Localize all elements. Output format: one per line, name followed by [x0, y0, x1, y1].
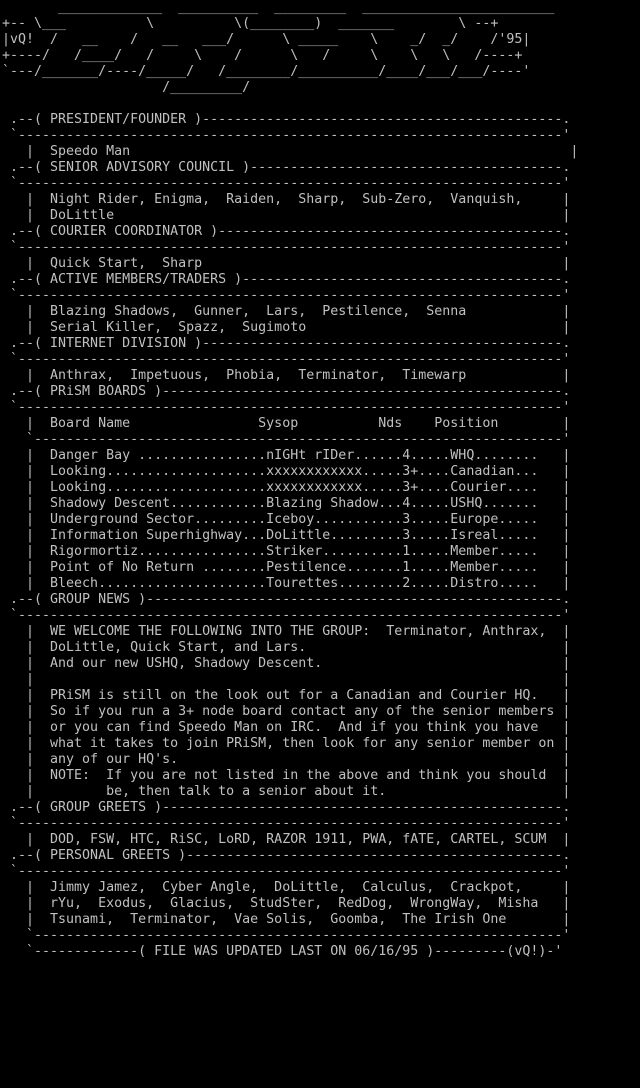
text-line: `--------------------------------------------------------------------' — [2, 608, 571, 623]
text-line: .--( PERSONAL GREETS )-----------------------------------------------. — [2, 848, 571, 863]
text-line: .--( PRESIDENT/FOUNDER )---------------------------------------------. — [2, 112, 571, 127]
text-line: `---/_______/----/_____/ /________/__________/____/___/___/----' — [2, 64, 531, 79]
text-line: | And our new USHQ, Shadowy Descent. | — [2, 656, 571, 671]
text-line: | WE WELCOME THE FOLLOWING INTO THE GROUP: Terminator, Anthrax, | — [2, 624, 571, 639]
text-line: `--------------------------------------------------------------------' — [2, 864, 571, 879]
text-line: .--( GROUP NEWS )----------------------------------------------------. — [2, 592, 571, 607]
text-line: | Tsunami, Terminator, Vae Solis, Goomba, The Irish One | — [2, 912, 571, 927]
text-line: /_________/ — [2, 80, 251, 95]
text-line: | DoLittle | — [2, 208, 571, 223]
text-line: | Looking....................xxxxxxxxxxxx.....3+....Canadian... | — [2, 464, 571, 479]
text-line: | Rigormortiz................Striker..........1.....Member..... | — [2, 544, 571, 559]
text-line: | or you can find Speedo Man on IRC. And if you think you have | — [2, 720, 571, 735]
text-line: `--------------------------------------------------------------------' — [2, 288, 571, 303]
text-line: | PRiSM is still on the look out for a Canadian and Courier HQ. | — [2, 688, 571, 703]
text-line: `--------------------------------------------------------------------' — [2, 240, 571, 255]
text-line: | Bleech.....................Tourettes........2.....Distro..... | — [2, 576, 571, 591]
text-line: | Jimmy Jamez, Cyber Angle, DoLittle, Calculus, Crackpot, | — [2, 880, 571, 895]
text-line: `--------------------------------------------------------------------' — [2, 128, 571, 143]
text-line: | any of our HQ's. | — [2, 752, 571, 767]
text-line: | Night Rider, Enigma, Raiden, Sharp, Sub-Zero, Vanquish, | — [2, 192, 571, 207]
text-line: | rYu, Exodus, Glacius, StudSter, RedDog, WrongWay, Misha | — [2, 896, 571, 911]
text-line: `--------------------------------------------------------------------' — [2, 352, 571, 367]
text-line: .--( PRiSM BOARDS )--------------------------------------------------. — [2, 384, 571, 399]
text-line: | Shadowy Descent............Blazing Shadow...4.....USHQ....... | — [2, 496, 571, 511]
text-line: `--------------------------------------------------------------------' — [2, 176, 571, 191]
text-line: | Danger Bay ................nIGHt rIDer......4.....WHQ........ | — [2, 448, 571, 463]
text-line: +-- \___ \ \(________) _______ \ --+ — [2, 16, 499, 31]
text-line: | DOD, FSW, HTC, RiSC, LoRD, RAZOR 1911, PWA, fATE, CARTEL, SCUM | — [2, 832, 571, 847]
text-line: | Blazing Shadows, Gunner, Lars, Pestilence, Senna | — [2, 304, 571, 319]
text-line: | Underground Sector.........Iceboy...........3.....Europe..... | — [2, 512, 571, 527]
text-line: | Serial Killer, Spazz, Sugimoto | — [2, 320, 571, 335]
text-line: `--------------------------------------------------------------------' — [2, 816, 571, 831]
text-line: .--( ACTIVE MEMBERS/TRADERS )----------------------------------------. — [2, 272, 571, 287]
text-line: | Anthrax, Impetuous, Phobia, Terminator, Timewarp | — [2, 368, 571, 383]
text-line: +----/ /____/ / \ / \ / \ \ \ /----+ — [2, 48, 523, 63]
text-line: | Board Name Sysop Nds Position | — [2, 416, 571, 431]
text-line: | Point of No Return ........Pestilence.......1.....Member..... | — [2, 560, 571, 575]
text-line: | what it takes to join PRiSM, then look for any senior member on | — [2, 736, 571, 751]
text-line: | Looking....................xxxxxxxxxxxx.....3+....Courier.... | — [2, 480, 571, 495]
text-line: |vQ! / __ / __ ___/ \ _____ \ _/ _/ /'95| — [2, 32, 531, 47]
text-line: | be, then talk to a senior about it. | — [2, 784, 571, 799]
text-line: | Quick Start, Sharp | — [2, 256, 571, 271]
text-line: `------------------------------------------------------------------' — [2, 928, 571, 943]
text-line: `-------------( FILE WAS UPDATED LAST ON 06/16/95 )---------(vQ!)-' — [2, 944, 563, 959]
text-line: .--( SENIOR ADVISORY COUNCIL )---------------------------------------. — [2, 160, 571, 175]
text-line: | Information Superhighway...DoLittle.........3.....Isreal..... | — [2, 528, 571, 543]
text-line: .--( GROUP GREETS )--------------------------------------------------. — [2, 800, 571, 815]
text-line: | | — [2, 672, 571, 687]
text-line: | Speedo Man | — [2, 144, 579, 159]
text-line: | NOTE: If you are not listed in the above and think you should | — [2, 768, 571, 783]
text-line: `--------------------------------------------------------------------' — [2, 400, 571, 415]
text-line: `------------------------------------------------------------------' — [2, 432, 571, 447]
text-line: .--( COURIER COORDINATOR )-------------------------------------------. — [2, 224, 571, 239]
text-line: | DoLittle, Quick Start, and Lars. | — [2, 640, 571, 655]
text-line: | So if you run a 3+ node board contact any of the senior members | — [2, 704, 571, 719]
text-line: _____________ __________ _________ ________________________ — [2, 0, 555, 15]
text-line: .--( INTERNET DIVISION )---------------------------------------------. — [2, 336, 571, 351]
